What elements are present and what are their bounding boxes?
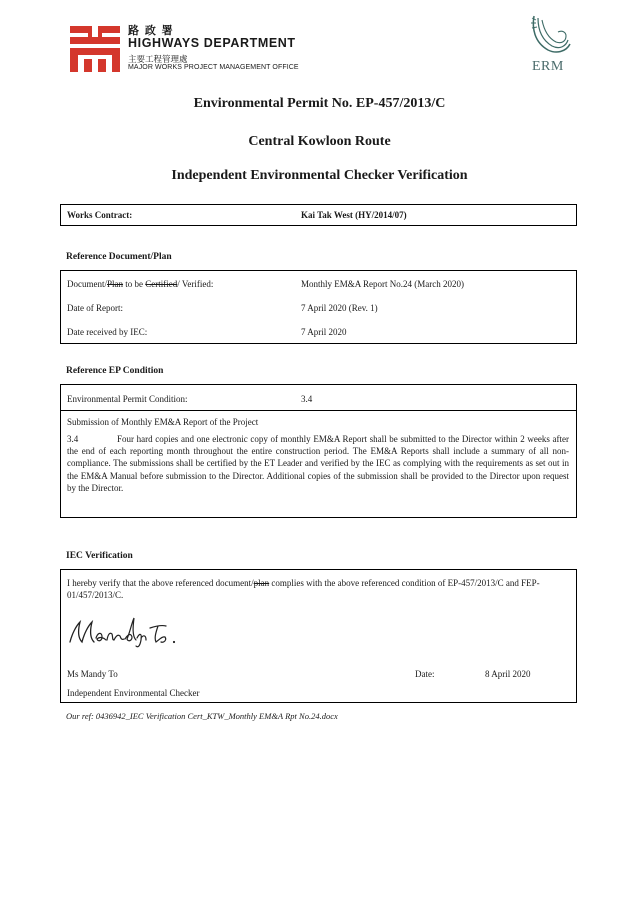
iec-statement-strike-plan: plan: [253, 578, 270, 588]
iec-verification-heading: IEC Verification: [66, 551, 133, 561]
signature-image: [66, 612, 186, 650]
reference-ep-heading: Reference EP Condition: [66, 366, 164, 376]
document-label-part3: / Verified:: [177, 279, 214, 289]
ep-condition-label: Environmental Permit Condition:: [67, 394, 188, 404]
date-of-report-value: 7 April 2020 (Rev. 1): [301, 303, 378, 313]
document-label: [67, 279, 213, 289]
iec-statement-part1: I hereby verify that the above referenced document/: [67, 578, 254, 588]
highways-department-logo: [70, 24, 120, 74]
date-of-report-label: Date of Report:: [67, 303, 123, 313]
department-name: HIGHWAYS DEPARTMENT: [128, 36, 296, 50]
our-reference: Our ref: 0436942_IEC Verification Cert_KTW_Monthly EM&A Rpt No.24.docx: [66, 711, 338, 721]
document-label-strike-certified: Certified: [145, 279, 178, 289]
reference-ep-box: [60, 384, 577, 518]
iec-statement: [67, 577, 571, 601]
office-chinese-name: 主要工程管理處: [128, 55, 188, 65]
sign-date-value: 8 April 2020: [485, 669, 531, 679]
ep-condition-value: 3.4: [301, 394, 313, 404]
reference-document-box: [60, 270, 577, 344]
erm-logo: [528, 14, 574, 58]
office-name: MAJOR WORKS PROJECT MANAGEMENT OFFICE: [128, 64, 299, 71]
document-label-strike-plan: Plan: [107, 279, 124, 289]
works-contract-box: [60, 204, 577, 226]
iec-statement-part2: complies with the above referenced condition of EP-457/2013/C and FEP-01/457/2013/C.: [67, 578, 540, 601]
department-chinese-name: 路 政 署: [128, 24, 174, 37]
permit-title: Environmental Permit No. EP-457/2013/C: [193, 96, 446, 111]
document-label-part2: to be: [123, 279, 146, 289]
ep-clause-number: 3.4: [67, 434, 79, 444]
works-contract-value: Kai Tak West (HY/2014/07): [301, 210, 407, 220]
erm-label: ERM: [532, 59, 564, 74]
signer-title: Independent Environmental Checker: [67, 688, 200, 698]
sign-date-label: Date:: [415, 669, 435, 679]
signer-name: Ms Mandy To: [67, 669, 118, 679]
ep-condition-divider: [61, 410, 576, 411]
document-label-part1: Document/: [67, 279, 107, 289]
ep-clause-text: Four hard copies and one electronic copy of monthly EM&A Report shall be submitted to the Director within 2 weeks after the end of each reporting month throughout the entire construction period. The EM&A Reports shall include a summary of all non-compliance. The submissions shall be certified by the ET Leader and verified by the IEC as complying with the requirements as set out in the EM&A Manual before submission to the Director. Additional copies of the submission shall be provided to the Director upon request by the Director.: [67, 434, 569, 493]
document-value: Monthly EM&A Report No.24 (March 2020): [301, 279, 464, 289]
ep-condition-title: Submission of Monthly EM&A Report of the Project: [67, 417, 259, 427]
reference-document-heading: Reference Document/Plan: [66, 252, 172, 262]
date-received-value: 7 April 2020: [301, 327, 347, 337]
verification-title: Independent Environmental Checker Verification: [171, 168, 468, 183]
project-title: Central Kowloon Route: [248, 134, 391, 149]
ep-clause: [67, 433, 569, 494]
date-received-label: Date received by IEC:: [67, 327, 148, 337]
works-contract-label: Works Contract:: [67, 210, 133, 220]
